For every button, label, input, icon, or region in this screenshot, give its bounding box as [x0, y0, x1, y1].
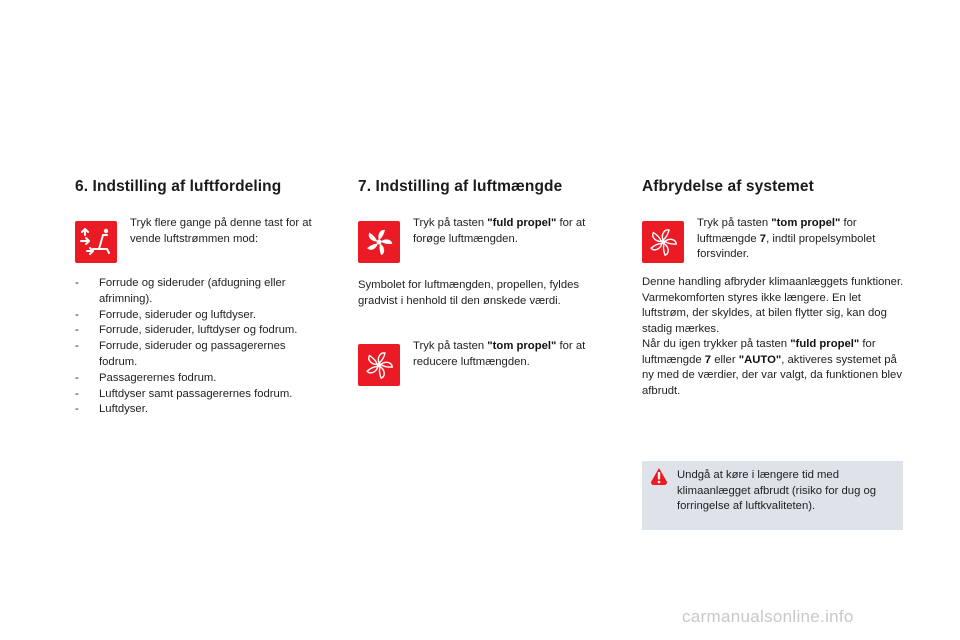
section-title: 7. Indstilling af luftmængde [358, 178, 563, 195]
instruction-text: Tryk flere gange på denne tast for at vende luftstrømmen mod: [130, 217, 312, 245]
fan-off-row [642, 216, 904, 266]
warning-icon [650, 467, 668, 489]
fan-full-icon [358, 221, 400, 263]
warning-note [642, 461, 903, 530]
instruction-text: Tryk på tasten "fuld propel" for at forøge luftmængden. [413, 217, 586, 245]
list-item: - Passagerernes fodrum. [75, 371, 325, 387]
direction-list [75, 276, 325, 418]
paragraph: Denne handling afbryder klimaanlæggets funktioner. [642, 276, 904, 288]
paragraph: Når du igen trykker på tasten "fuld propel" for luftmængde 7 eller "AUTO", aktiveres systemet på ny med de værdier, der var valgt, da funktionen blev afbrudt. [642, 338, 902, 397]
instruction-text: Tryk på tasten "tom propel" for luftmængde 7, indtil propelsymbolet forsvinder. [697, 217, 876, 260]
air-distribution-row [75, 216, 325, 266]
warning-text: Undgå at køre i længere tid med klimaanlægget afbrudt (risiko for dug og forringelse af luftkvaliteten). [677, 469, 877, 512]
body-text [642, 275, 904, 399]
list-item: - Forrude, sideruder og passagerernes fodrum. [75, 339, 325, 371]
air-distribution-icon [75, 221, 117, 263]
section-system-off [642, 178, 904, 399]
instruction-text: Tryk på tasten "tom propel" for at reducere luftmængden. [413, 340, 586, 368]
list-item: - Forrude og sideruder (afdugning eller afrimning). [75, 276, 325, 308]
section-title: 6. Indstilling af luftfordeling [75, 178, 282, 195]
section-title: Afbrydelse af systemet [642, 178, 814, 195]
fan-full-row [358, 216, 608, 266]
watermark: carmanualsonline.info [682, 607, 854, 626]
list-item: - Forrude, sideruder, luftdyser og fodrum. [75, 323, 325, 339]
list-item: - Luftdyser. [75, 402, 325, 418]
fan-empty-icon [358, 344, 400, 386]
section-air-distribution [75, 178, 325, 418]
symbol-description: Symbolet for luftmængden, propellen, fyldes gradvist i henhold til den ønskede værdi. [358, 279, 580, 307]
fan-empty-row [358, 339, 608, 389]
paragraph: Varmekomforten styres ikke længere. En let luftstrøm, der skyldes, at bilen flytter sig, kan dog stadig mærkes. [642, 291, 887, 335]
list-item: - Forrude, sideruder og luftdyser. [75, 308, 325, 324]
section-air-flow [358, 178, 608, 389]
list-item: - Luftdyser samt passagerernes fodrum. [75, 387, 325, 403]
fan-empty-icon [642, 221, 684, 263]
